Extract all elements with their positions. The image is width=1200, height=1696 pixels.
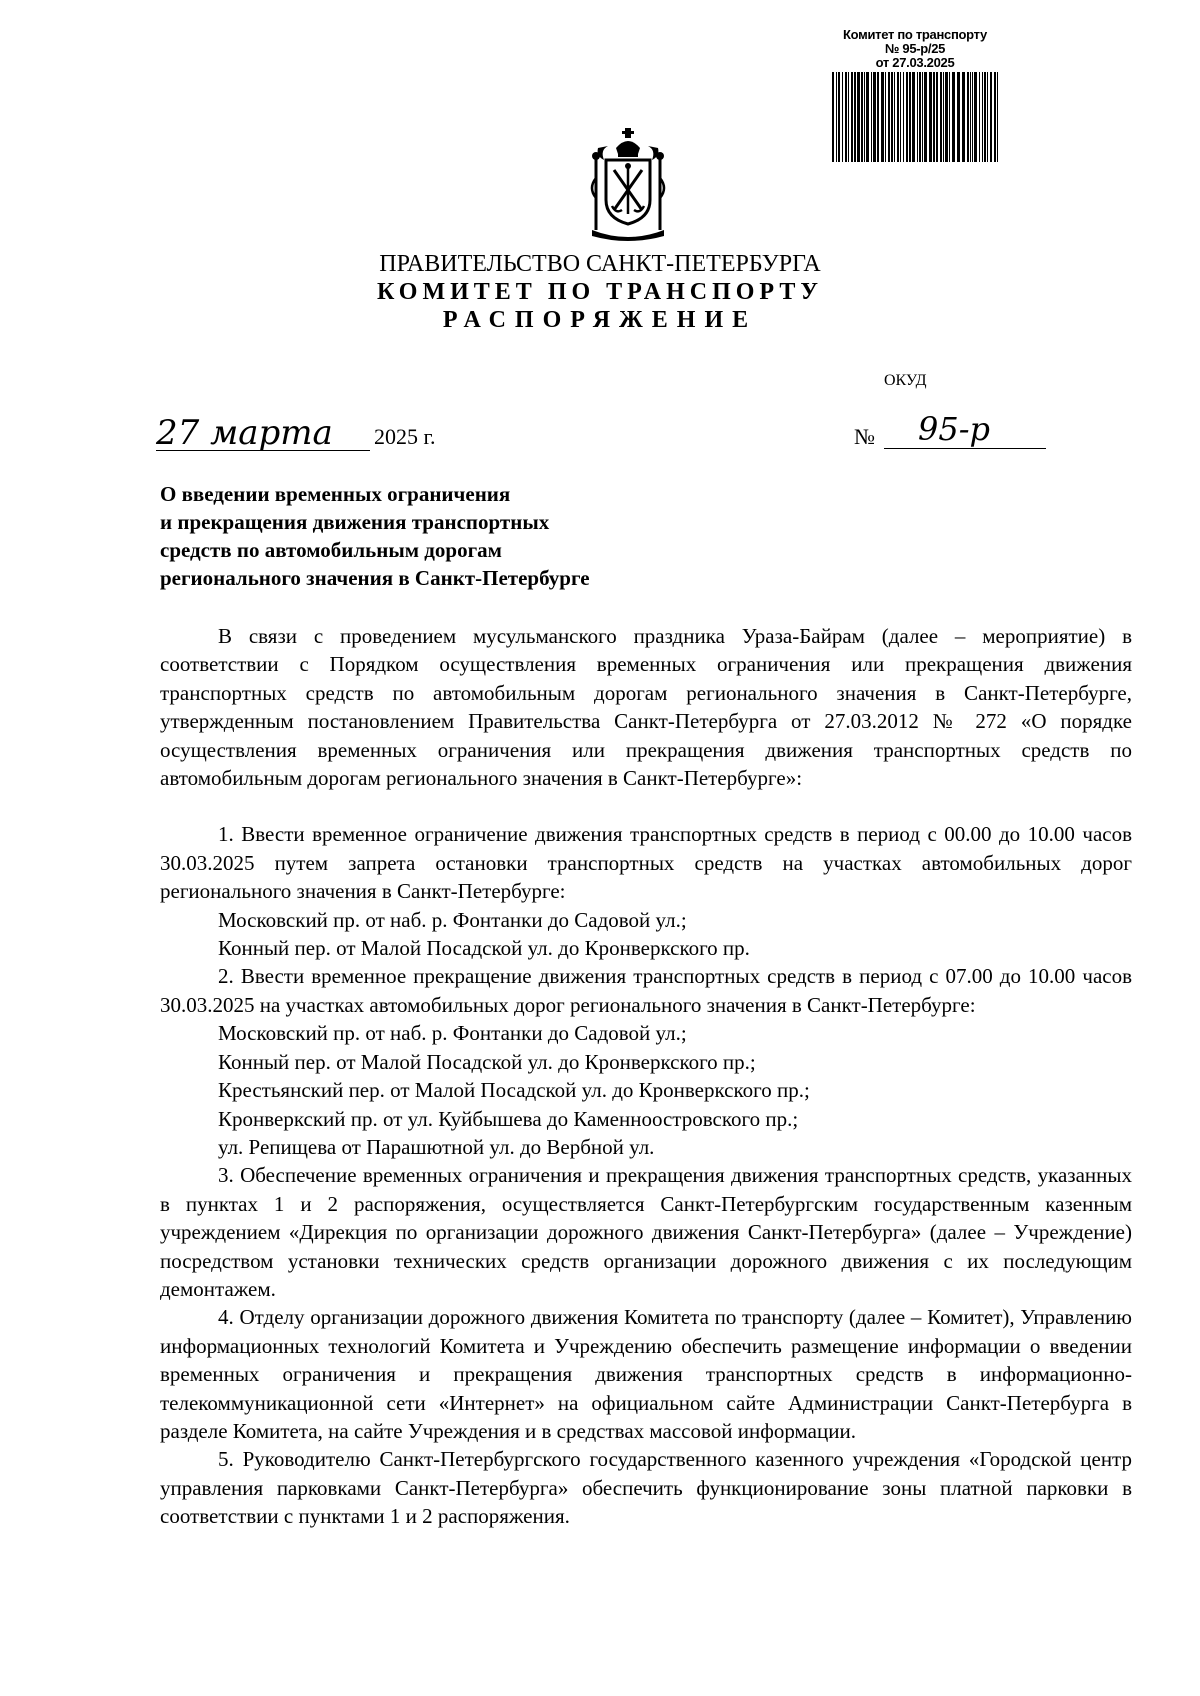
item-1-street: Московский пр. от наб. р. Фонтанки до Садовой ул.; — [218, 907, 687, 932]
document-number — [854, 412, 1046, 448]
subject-line: регионального значения в Санкт-Петербурге — [160, 566, 590, 590]
item-4-paragraph: 4. Отделу организации дорожного движения Комитета по транспорту (далее – Комитет), Управлению информационных технологий Комитета и Учреждению обеспечить размещение информации о введении временных ограничения и прекращения движения транспортных средств в информационно-телекоммуникационной сети «Интернет» на официальном сайте Администрации Санкт-Петербурга в разделе Комитета, на сайте Учреждения и в средствах массовой информации. — [160, 1305, 1132, 1443]
subject-line: О введении временных ограничения — [160, 482, 511, 506]
barcode-icon — [830, 72, 1000, 162]
item-2-street: Кронверкский пр. от ул. Куйбышева до Каменноостровского пр.; — [218, 1106, 799, 1131]
stamp-number: № 95-р/25 — [884, 41, 946, 56]
document-body — [160, 622, 1132, 1531]
coat-of-arms-icon — [578, 126, 678, 242]
document-type-title: РАСПОРЯЖЕНИЕ — [442, 307, 758, 333]
okud-label: ОКУД — [884, 372, 927, 389]
number-sign: № — [854, 424, 875, 449]
registration-stamp — [820, 28, 1010, 162]
stamp-date: от 27.03.2025 — [875, 55, 955, 70]
government-title: ПРАВИТЕЛЬСТВО САНКТ-ПЕТЕРБУРГА — [379, 251, 821, 277]
handwritten-number: 95-р — [918, 410, 991, 448]
item-5-paragraph: 5. Руководителю Санкт-Петербургского государственного казенного учреждения «Городской центр управления парковками Санкт-Петербурга» обеспечить функционирование зоны платной парковки в соответствии с пунктами 1 и 2 распоряжения. — [160, 1447, 1132, 1529]
item-1-street: Конный пер. от Малой Посадской ул. до Кронверкского пр. — [218, 936, 750, 961]
item-2-street: Крестьянский пер. от Малой Посадской ул. до Кронверкского пр.; — [218, 1078, 810, 1103]
item-2-street: ул. Репищева от Парашютной ул. до Вербной ул. — [218, 1134, 655, 1159]
item-3-paragraph: 3. Обеспечение временных ограничения и прекращения движения транспортных средств, указанных в пунктах 1 и 2 распоряжения, осуществляется Санкт-Петербургским государственным казенным учреждением «Дирекция по организации дорожного движения Санкт-Петербурга» (далее – Учреждение) посредством установки технических средств организации дорожного движения с их последующим демонтажем. — [160, 1163, 1132, 1301]
stamp-committee: Комитет по транспорту — [843, 27, 987, 42]
item-2-street: Московский пр. от наб. р. Фонтанки до Садовой ул.; — [218, 1021, 687, 1046]
number-underline — [884, 448, 1046, 449]
committee-title: КОМИТЕТ ПО ТРАНСПОРТУ — [377, 279, 823, 305]
intro-paragraph: В связи с проведением мусульманского праздника Ураза-Байрам (далее – мероприятие) в соответствии с Порядком осуществления временных ограничения или прекращения движения транспортных средств по автомобильным дорогам регионального значения в Санкт-Петербурге, утвержденным постановлением Правительства Санкт-Петербурга от 27.03.2012 № 272 «О порядке осуществления временных ограничения или прекращения движения транспортных средств по автомобильным дорогам регионального значения в Санкт-Петербурге»: — [160, 624, 1132, 791]
subject-line: и прекращения движения транспортных — [160, 510, 550, 534]
item-2-paragraph: 2. Ввести временное прекращение движения транспортных средств в период с 07.00 до 10.00 часов 30.03.2025 на участках автомобильных дорог регионального значения в Санкт-Петербурге: — [160, 964, 1132, 1017]
document-subject — [160, 480, 720, 592]
handwritten-date: 27 марта — [156, 413, 333, 453]
subject-line: средств по автомобильным дорогам — [160, 538, 502, 562]
date-year: 2025 г. — [374, 424, 436, 449]
item-1-paragraph: 1. Ввести временное ограничение движения транспортных средств в период с 00.00 до 10.00 часов 30.03.2025 путем запрета остановки транспортных средств на участках автомобильных дорог регионального значения в Санкт-Петербурге: — [160, 822, 1132, 904]
date-underline — [156, 450, 370, 451]
item-2-street: Конный пер. от Малой Посадской ул. до Кронверкского пр.; — [218, 1049, 756, 1074]
